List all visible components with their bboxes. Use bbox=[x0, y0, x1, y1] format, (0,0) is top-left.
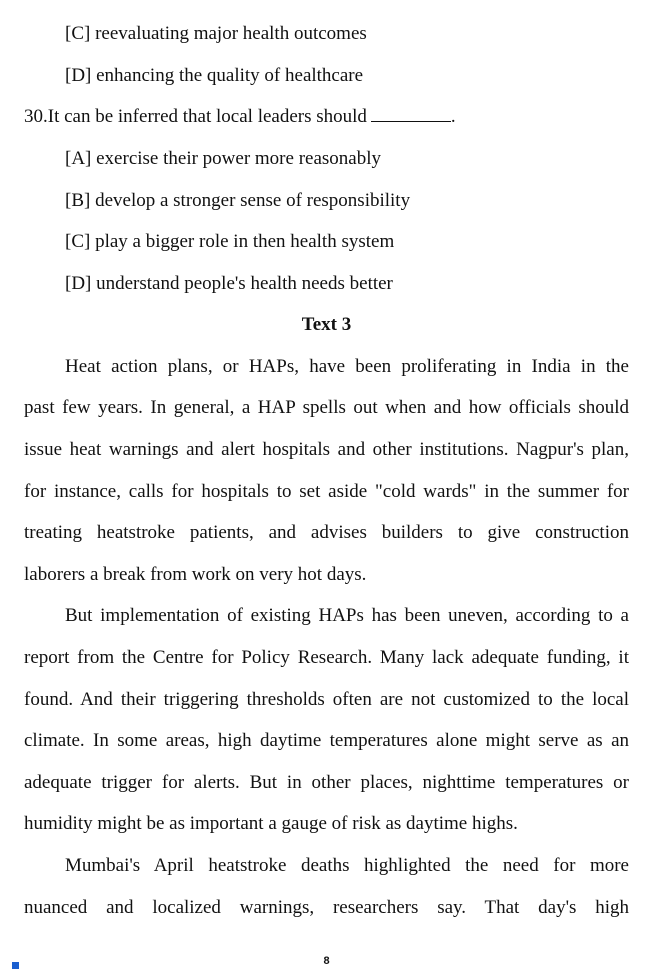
paragraph-1-line: for instance, calls for hospitals to set aside "cold wards" in the summer for bbox=[24, 481, 629, 502]
paragraph-1-line: treating heatstroke patients, and advises builders to give construction bbox=[24, 522, 629, 543]
question-30-text: 30.It can be inferred that local leaders should bbox=[24, 106, 367, 127]
paragraph-2-line: humidity might be as important a gauge of risk as daytime highs. bbox=[24, 813, 518, 834]
paragraph-2-line: report from the Centre for Policy Research. Many lack adequate funding, it bbox=[24, 647, 629, 668]
paragraph-1-line: Heat action plans, or HAPs, have been proliferating in India in the bbox=[65, 356, 629, 377]
paragraph-1-line: laborers a break from work on very hot days. bbox=[24, 564, 367, 585]
paragraph-1-line: issue heat warnings and alert hospitals and other institutions. Nagpur's plan, bbox=[24, 439, 629, 460]
paragraph-2-line: climate. In some areas, high daytime temperatures alone might serve as an bbox=[24, 730, 629, 751]
option-c: [C] play a bigger role in then health system bbox=[65, 231, 395, 252]
page-number: 8 bbox=[323, 955, 330, 967]
paragraph-2-line: adequate trigger for alerts. But in other places, nighttime temperatures or bbox=[24, 772, 629, 793]
paragraph-1-line: past few years. In general, a HAP spells out when and how officials should bbox=[24, 397, 629, 418]
question-30-stem bbox=[24, 105, 456, 129]
question-30-period: . bbox=[450, 106, 456, 127]
paragraph-3-line: nuanced and localized warnings, researchers say. That day's high bbox=[24, 897, 629, 918]
section-title: Text 3 bbox=[301, 314, 352, 335]
option-d: [D] understand people's health needs better bbox=[65, 273, 393, 294]
option-b: [B] develop a stronger sense of responsibility bbox=[65, 190, 411, 211]
paragraph-3-line: Mumbai's April heatstroke deaths highlighted the need for more bbox=[65, 855, 629, 876]
option-d-prev: [D] enhancing the quality of healthcare bbox=[65, 65, 364, 86]
option-a: [A] exercise their power more reasonably bbox=[65, 148, 381, 169]
option-c-prev: [C] reevaluating major health outcomes bbox=[65, 23, 367, 44]
paragraph-2-line: But implementation of existing HAPs has been uneven, according to a bbox=[65, 605, 629, 626]
paragraph-2-line: found. And their triggering thresholds often are not customized to the local bbox=[24, 689, 629, 710]
answer-blank bbox=[371, 105, 451, 122]
